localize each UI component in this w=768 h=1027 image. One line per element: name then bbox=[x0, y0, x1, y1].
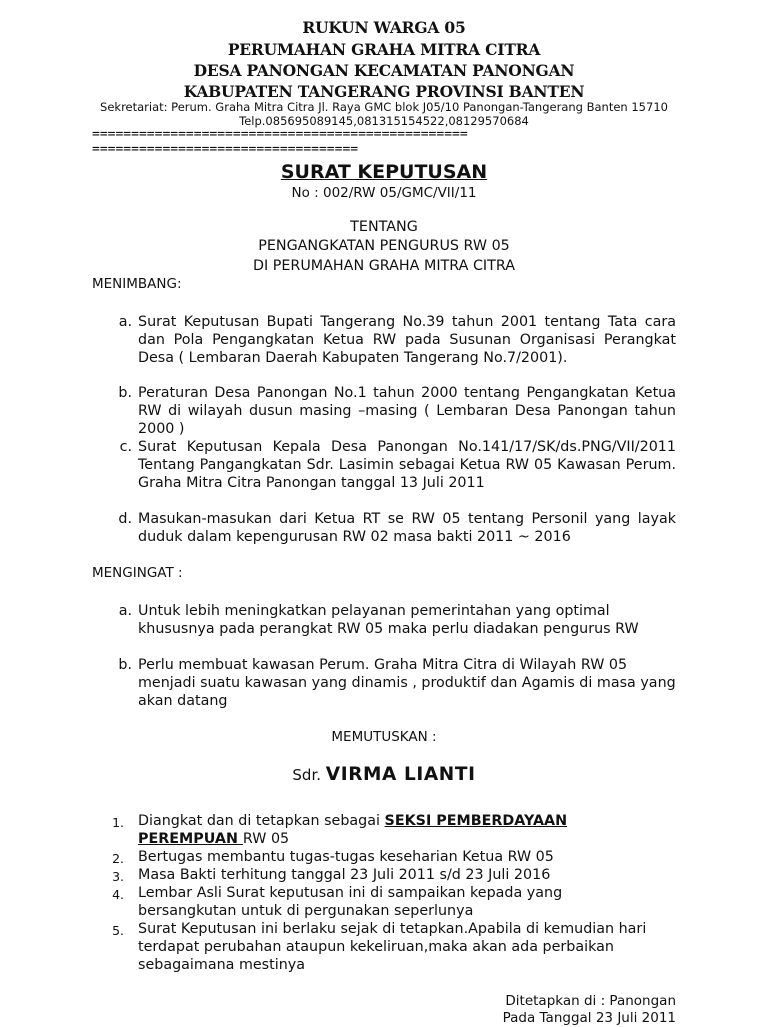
name-prefix: Sdr. bbox=[292, 766, 322, 784]
mengingat-label: MENGINGAT : bbox=[92, 565, 183, 581]
position-title: SEKSI PEMBERDAYAAN PEREMPUAN bbox=[138, 813, 568, 847]
village-district: DESA PANONGAN KECAMATAN PANONGAN bbox=[193, 61, 575, 80]
memutuskan-label: MEMUTUSKAN : bbox=[331, 729, 437, 745]
date-of-decree: Pada Tanggal 23 Juli 2011 bbox=[502, 1010, 676, 1026]
menimbang-label: MENIMBANG: bbox=[92, 276, 182, 292]
list-item-text: Masukan-masukan dari Ketua RT se RW 05 tentang Personil yang layak duduk dalam kepengurusan RW 02 masa bakti 2011 ~ 2016 bbox=[138, 511, 676, 545]
list-item-text: Lembar Asli Surat keputusan ini di sampaikan kepada yang bersangkutan untuk di pergunakan seperlunya bbox=[138, 885, 563, 919]
list-item-text: Masa Bakti terhitung tanggal 23 Juli 2011 s/d 23 Juli 2016 bbox=[138, 867, 551, 883]
list-item-text: Surat Keputusan Kepala Desa Panongan No.141/17/SK/ds.PNG/VII/2011 Tentang Pangangkatan Sdr. Lasimin sebagai Ketua RW 05 Kawasan Perum. Graha Mitra Citra Panongan tanggal 13 Juli 2011 bbox=[138, 439, 676, 491]
housing-name: PERUMAHAN GRAHA MITRA CITRA bbox=[227, 40, 541, 59]
item-text-after: RW 05 bbox=[242, 831, 290, 847]
list-item-text bbox=[138, 812, 638, 848]
secretariat-address: Sekretariat: Perum. Graha Mitra Citra Jl. Raya GMC blok J05/10 Panongan-Tangerang Banten 15710 bbox=[100, 100, 668, 114]
appointee-name-text: VIRMA LIANTI bbox=[325, 764, 476, 785]
list-marker: c. bbox=[119, 439, 132, 455]
list-marker: a. bbox=[118, 603, 132, 619]
about-location: DI PERUMAHAN GRAHA MITRA CITRA bbox=[252, 258, 516, 274]
list-marker: 2. bbox=[112, 851, 124, 866]
about-subject: PENGANGKATAN PENGURUS RW 05 bbox=[258, 238, 510, 254]
list-marker: 3. bbox=[112, 869, 124, 884]
list-item-text: Bertugas membantu tugas-tugas keseharian Ketua RW 05 bbox=[138, 849, 554, 865]
item-text-before: Diangkat dan di tetapkan sebagai bbox=[138, 813, 385, 829]
list-marker: a. bbox=[118, 314, 132, 330]
regency-province: KABUPATEN TANGERANG PROVINSI BANTEN bbox=[183, 82, 585, 101]
list-marker: b. bbox=[118, 657, 132, 673]
list-item-text: Peraturan Desa Panongan No.1 tahun 2000 tentang Pengangkatan Ketua RW di wilayah dusun masing –masing ( Lembaran Desa Panongan tahun 2000 ) bbox=[138, 385, 676, 437]
place-of-decree: Ditetapkan di : Panongan bbox=[505, 993, 676, 1009]
list-item-text: Surat Keputusan ini berlaku sejak di tetapkan.Apabila di kemudian hari terdapat perubahan ataupun kekeliruan,maka akan ada perbaikan sebagaimana mestinya bbox=[138, 921, 647, 973]
list-item-text: Surat Keputusan Bupati Tangerang No.39 tahun 2001 tentang Tata cara dan Pola Pengangkatan Ketua RW pada Susunan Organisasi Perangkat Desa ( Lembaran Daerah Kabupaten Tangerang No.7/2001). bbox=[138, 314, 676, 366]
list-marker: 5. bbox=[112, 923, 124, 938]
about-heading: TENTANG bbox=[350, 219, 418, 235]
decree-number: No : 002/RW 05/GMC/VII/11 bbox=[291, 185, 477, 201]
appointee-name bbox=[0, 764, 768, 785]
separator-line: ================================================ bbox=[92, 127, 468, 142]
list-marker: 4. bbox=[112, 887, 124, 902]
document-title: SURAT KEPUTUSAN bbox=[280, 161, 488, 183]
list-marker: 1. bbox=[112, 815, 124, 830]
list-item-text: Perlu membuat kawasan Perum. Graha Mitra Citra di Wilayah RW 05 menjadi suatu kawasan yang dinamis , produktif dan Agamis di masa yang akan datang bbox=[138, 657, 676, 709]
separator-line: ================================== bbox=[92, 142, 359, 157]
list-marker: d. bbox=[118, 511, 132, 527]
list-marker: b. bbox=[118, 385, 132, 401]
phone-numbers: Telp.085695089145,081315154522,08129570684 bbox=[239, 114, 529, 128]
org-name: RUKUN WARGA 05 bbox=[302, 18, 466, 37]
list-item-text: Untuk lebih meningkatkan pelayanan pemerintahan yang optimal khususnya pada perangkat RW 05 maka perlu diadakan pengurus RW bbox=[138, 603, 639, 637]
